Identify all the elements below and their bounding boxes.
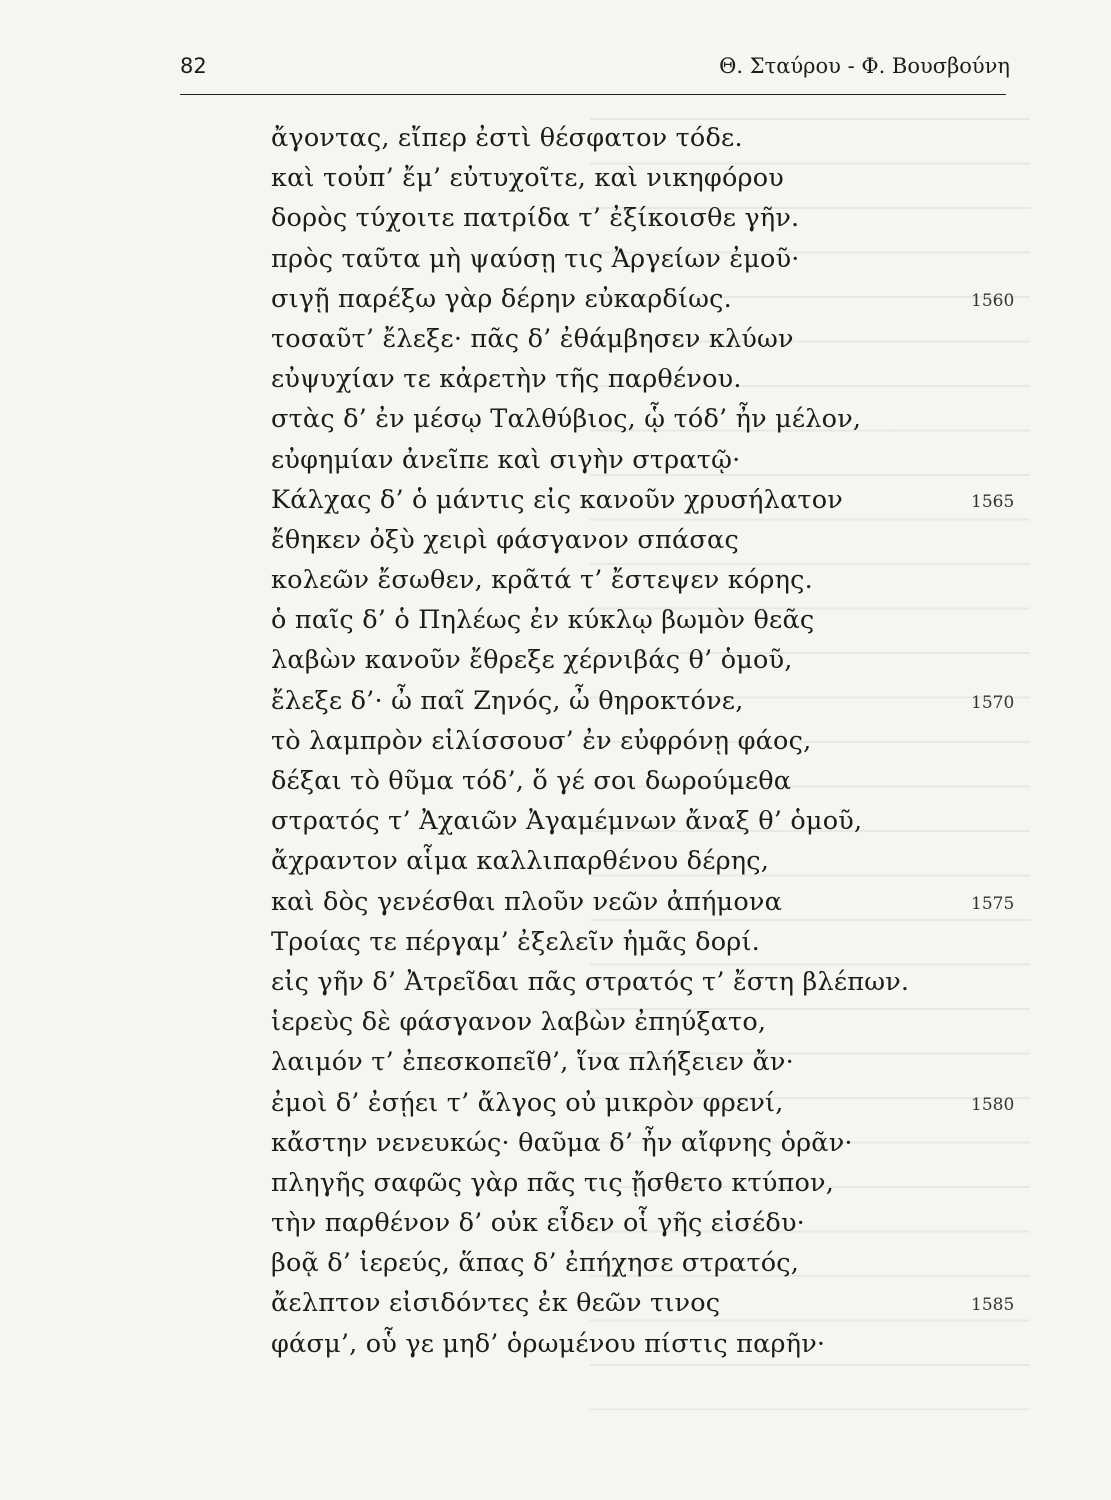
header-rule (180, 94, 1006, 95)
verse-line-text: δέξαι τὸ θῦμα τόδ’, ὅ γέ σοι δωρούμεθα (271, 766, 792, 796)
verse-line (271, 761, 1011, 801)
verse-line-text: ὁ παῖς δ’ ὁ Πηλέως ἐν κύκλῳ βωμὸν θεᾶς (271, 605, 815, 636)
page-header (180, 50, 1010, 92)
verse-line (271, 198, 1011, 238)
verse-line (271, 118, 1011, 158)
verse-line (271, 1002, 1011, 1042)
verse-line-text: εἰς γῆν δ’ Ἀτρεῖδαι πᾶς στρατός τ’ ἔστη βλέπων. (271, 966, 910, 997)
verse-line-text: τὴν παρθένον δ’ οὐκ εἶδεν οἷ γῆς εἰσέδυ· (271, 1208, 805, 1239)
verse-line (271, 1203, 1011, 1243)
verse-line (271, 399, 1011, 439)
verse-line-text: πληγῆς σαφῶς γὰρ πᾶς τις ᾔσθετο κτύπον, (271, 1167, 835, 1198)
verse-line (271, 962, 1011, 1002)
page-number: 82 (180, 54, 207, 78)
verse-line-text: στὰς δ’ ἐν μέσῳ Ταλθύβιος, ᾧ τόδ’ ἦν μέλον, (271, 404, 862, 435)
verse-line-text: ἄελπτον εἰσιδόντες ἐκ θεῶν τινος (271, 1288, 721, 1319)
verse-line (271, 319, 1011, 359)
line-number: 1585 (971, 1295, 1015, 1316)
verse-line (271, 560, 1011, 600)
verse-line (271, 600, 1011, 640)
verse-line-text: ἔλεξε δ’· ὦ παῖ Ζηνός, ὦ θηροκτόνε, (271, 685, 744, 716)
verse-line (271, 841, 1011, 881)
verse-line (271, 279, 1015, 319)
verse-line (271, 1123, 1011, 1163)
verse-line-text: Τροίας τε πέργαμ’ ἐξελεῖν ἡμᾶς δορί. (271, 926, 760, 957)
verse-line (271, 922, 1011, 962)
verse-line-text: εὐφημίαν ἀνεῖπε καὶ σιγὴν στρατῷ· (271, 444, 741, 475)
verse-block (271, 118, 1015, 1364)
verse-line (271, 1163, 1011, 1203)
verse-line-text: κολεῶν ἔσωθεν, κρᾶτά τ’ ἔστεψεν κόρης. (271, 565, 813, 596)
verse-line-text: φάσμ’, οὗ γε μηδ’ ὁρωμένου πίστις παρῆν· (271, 1328, 826, 1359)
line-number: 1580 (971, 1094, 1015, 1115)
verse-line-text: κἄστην νενευκώς· θαῦμα δ’ ἦν αἴφνης ὁρᾶν· (271, 1127, 853, 1158)
verse-line (271, 359, 1011, 399)
verse-line (271, 239, 1011, 279)
verse-line (271, 1283, 1015, 1323)
verse-line-text: ἄγοντας, εἴπερ ἐστὶ θέσφατον τόδε. (271, 123, 743, 153)
verse-line-text: ἄχραντον αἷμα καλλιπαρθένου δέρης, (271, 846, 770, 877)
verse-line (271, 882, 1015, 922)
line-number: 1575 (971, 893, 1015, 914)
verse-line (271, 801, 1011, 841)
running-head: Θ. Σταύρου - Φ. Βουσβούνη (719, 54, 1010, 78)
line-number: 1560 (971, 290, 1015, 311)
verse-line (271, 480, 1015, 520)
verse-line-text: λαβὼν κανοῦν ἔθρεξε χέρνιβάς θ’ ὁμοῦ, (271, 645, 793, 676)
verse-line-text: λαιμόν τ’ ἐπεσκοπεῖθ’, ἵνα πλήξειεν ἄν· (271, 1047, 794, 1078)
verse-line-text: Κάλχας δ’ ὁ μάντις εἰς κανοῦν χρυσήλατον (271, 484, 843, 515)
verse-line (271, 440, 1011, 480)
verse-line-text: ἔθηκεν ὀξὺ χειρὶ φάσγανον σπάσας (271, 524, 739, 555)
verse-line-text: τὸ λαμπρὸν εἱλίσσουσ’ ἐν εὐφρόνῃ φάος, (271, 725, 812, 756)
verse-line-text: πρὸς ταῦτα μὴ ψαύσῃ τις Ἀργείων ἐμοῦ· (271, 243, 800, 274)
verse-line-text: στρατός τ’ Ἀχαιῶν Ἀγαμέμνων ἄναξ θ’ ὁμοῦ, (271, 806, 863, 837)
verse-line (271, 721, 1011, 761)
verse-line-text: ἐμοὶ δ’ ἐσῄει τ’ ἄλγος οὐ μικρὸν φρενί, (271, 1087, 784, 1118)
verse-line-text: καὶ δὸς γενέσθαι πλοῦν νεῶν ἀπήμονα (271, 886, 782, 917)
verse-line (271, 1042, 1011, 1082)
verse-line (271, 158, 1011, 198)
verse-line-text: σιγῇ παρέξω γὰρ δέρην εὐκαρδίως. (271, 283, 732, 314)
verse-line (271, 1324, 1011, 1364)
verse-line-text: τοσαῦτ’ ἔλεξε· πᾶς δ’ ἐθάμβησεν κλύων (271, 323, 794, 354)
verse-line (271, 640, 1011, 680)
verse-line (271, 1243, 1011, 1283)
verse-line (271, 1083, 1015, 1123)
verse-line-text: καὶ τοὐπ’ ἔμ’ εὐτυχοῖτε, καὶ νικηφόρου (271, 163, 784, 194)
verse-line-text: βοᾷ δ’ ἱερεύς, ἅπας δ’ ἐπήχησε στρατός, (271, 1248, 800, 1279)
verse-line (271, 681, 1015, 721)
verse-line-text: ἱερεὺς δὲ φάσγανον λαβὼν ἐπηύξατο, (271, 1007, 767, 1038)
verse-line (271, 520, 1011, 560)
line-number: 1565 (971, 491, 1015, 512)
line-number: 1570 (971, 692, 1015, 713)
verse-line-text: εὐψυχίαν τε κἀρετὴν τῆς παρθένου. (271, 364, 742, 395)
verse-line-text: δορὸς τύχοιτε πατρίδα τ’ ἐξίκοισθε γῆν. (271, 203, 800, 234)
